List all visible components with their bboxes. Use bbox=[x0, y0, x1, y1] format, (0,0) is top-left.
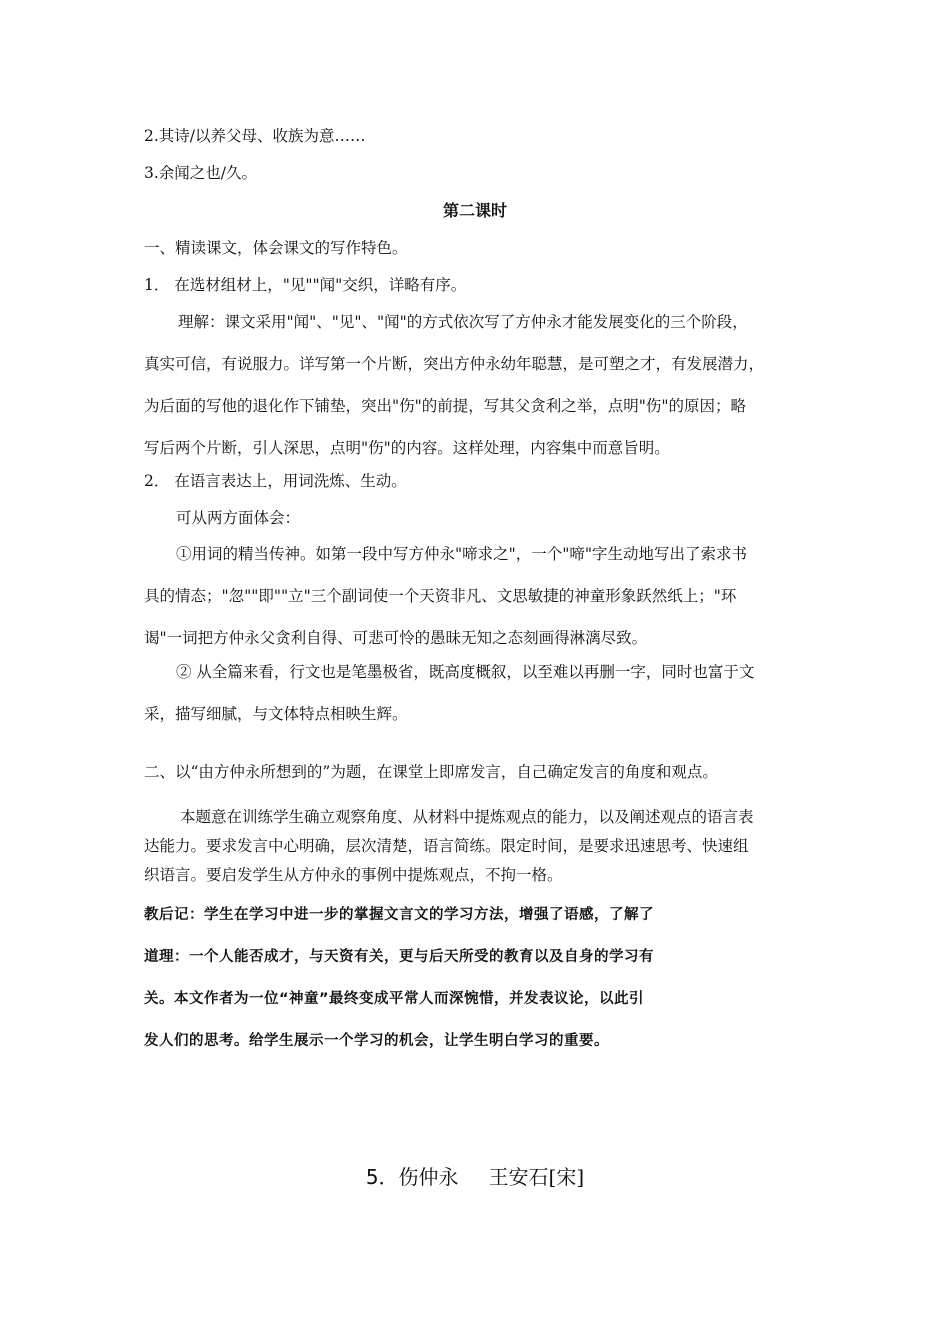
paragraph-line: ② 从全篇来看，行文也是笔墨极省，既高度概叙，以至难以再删一字，同时也富于文 bbox=[176, 663, 755, 681]
paragraph-line: 达能力。要求发言中心明确，层次清楚，语言简练。限定时间，是要求迅速思考、快速组 bbox=[144, 837, 749, 855]
paragraph-line: 真实可信，有说服力。详写第一个片断，突出方仲永幼年聪慧，是可塑之才，有发展潜力， bbox=[144, 355, 765, 373]
paragraph-line: ①用词的精当传神。如第一段中写方仲永"啼求之"，一个"啼"字生动地写出了索求书 bbox=[176, 545, 748, 563]
paragraph-line: 为后面的写他的退化作下铺垫，突出"伤"的前提，写其父贪利之举，点明"伤"的原因；略 bbox=[144, 397, 747, 415]
paragraph-line: 写后两个片断，引人深思，点明"伤"的内容。这样处理，内容集中而意旨明。 bbox=[144, 439, 670, 457]
postscript-line: 道理：一个人能否成才，与天资有关，更与后天所受的教育以及自身的学习有 bbox=[144, 949, 654, 965]
paragraph-line: 织语言。要启发学生从方仲永的事例中提炼观点，不拘一格。 bbox=[144, 866, 563, 884]
paragraph-line: 谒"一词把方仲永父贪利自得、可悲可怜的愚昧无知之态刻画得淋漓尽致。 bbox=[144, 629, 648, 647]
lesson-author: 王安石[宋] bbox=[488, 1165, 585, 1189]
paragraph-line: 采，描写细腻，与文体特点相映生辉。 bbox=[144, 705, 408, 723]
section-title: 第二课时 bbox=[442, 201, 507, 220]
paragraph-line: 理解：课文采用"闻"、"见"、"闻"的方式依次写了方仲永才能发展变化的三个阶段， bbox=[178, 313, 748, 331]
postscript-line: 教后记：学生在学习中进一步的掌握文言文的学习方法，增强了语感，了解了 bbox=[144, 907, 654, 923]
paragraph-line: 本题意在训练学生确立观察角度、从材料中提炼观点的能力，以及阐述观点的语言表 bbox=[180, 808, 754, 826]
postscript-line: 关。本文作者为一位“神童”最终变成平常人而深惋惜，并发表议论，以此引 bbox=[144, 991, 645, 1007]
point1-explanation bbox=[144, 312, 824, 480]
lesson-title: 5．伤仲永 bbox=[365, 1165, 459, 1189]
lesson-heading bbox=[0, 1164, 950, 1190]
paragraph-line: 具的情态；"忽""即""立"三个副词使一个天资非凡、文思敏捷的神童形象跃然纸上；"环 bbox=[144, 587, 737, 605]
point2-heading: 2． 在语言表达上，用词洗炼、生动。 bbox=[144, 472, 407, 490]
point1-heading: 1． 在选材组材上，"见""闻"交织，详略有序。 bbox=[144, 276, 467, 294]
postscript bbox=[144, 905, 824, 1073]
postscript-line: 发人们的思考。给学生展示一个学习的机会，让学生明白学习的重要。 bbox=[144, 1033, 609, 1049]
part1-heading: 一、精读课文，体会课文的写作特色。 bbox=[144, 239, 408, 257]
text-line: 2.其诗/以养父母、收族为意…… bbox=[144, 127, 366, 145]
point2-a bbox=[144, 544, 824, 670]
point2-intro: 可从两方面体会： bbox=[176, 509, 301, 527]
part2-body bbox=[144, 807, 824, 894]
text-line: 3.余闻之也/久。 bbox=[144, 164, 258, 182]
point2-b bbox=[144, 662, 824, 746]
part2-heading: 二、以“由方仲永所想到的”为题，在课堂上即席发言，自己确定发言的角度和观点。 bbox=[144, 763, 718, 781]
